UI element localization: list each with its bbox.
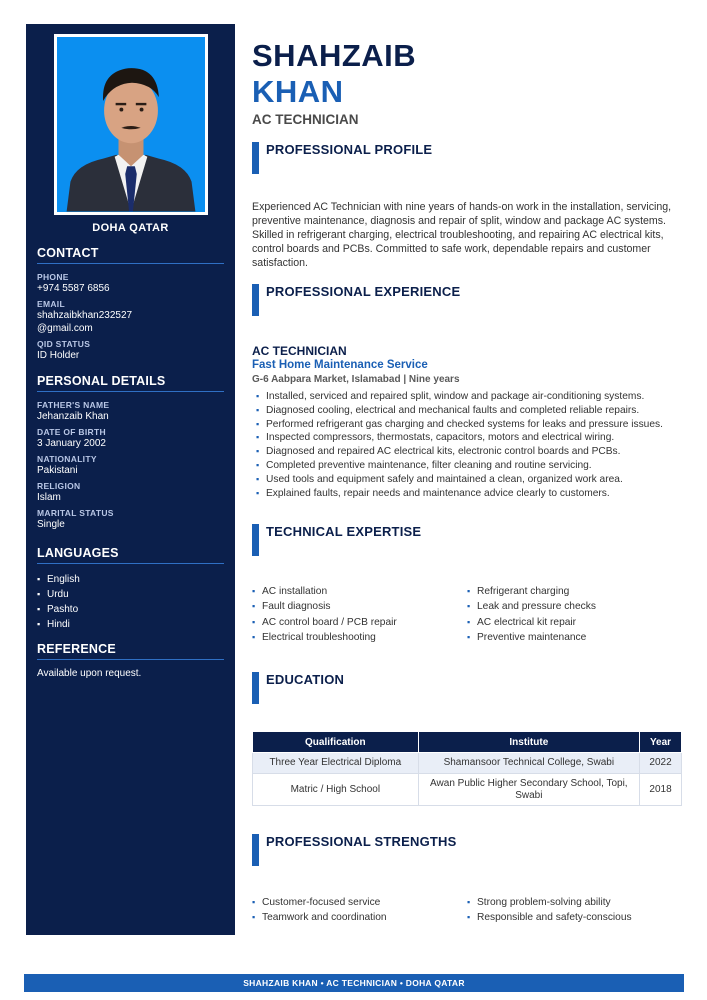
year-column-header: Year: [640, 732, 682, 753]
experience-bullet: ▪ Diagnosed cooling, electrical and mechanical faults and completed reliable repairs.: [256, 404, 682, 418]
table-row: [253, 753, 682, 774]
expertise-item: ▪ Refrigerant charging: [467, 584, 682, 599]
last-name: KHAN: [252, 74, 344, 109]
table-row: [253, 774, 682, 806]
profile-section-header: [252, 142, 432, 174]
strengths-heading: PROFESSIONAL STRENGTHS: [266, 834, 457, 849]
qualification-cell: Matric / High School: [253, 774, 419, 806]
section-accent-bar: [252, 142, 259, 174]
reference-section: [37, 642, 224, 679]
qualification-column-header: Qualification: [253, 732, 419, 753]
institute-column-header: Institute: [418, 732, 639, 753]
dob-label: DATE OF BIRTH: [37, 427, 106, 437]
language-item: ▪ English: [37, 572, 224, 587]
email-value-line1: shahzaibkhan232527: [37, 310, 133, 321]
strengths-column-right: [467, 895, 682, 926]
profile-heading: PROFESSIONAL PROFILE: [266, 142, 433, 157]
expertise-item: ▪ Preventive maintenance: [467, 630, 682, 645]
sidebar: [26, 24, 235, 935]
expertise-item: ▪ AC installation: [252, 584, 467, 599]
nationality-value: Pakistani: [37, 465, 78, 476]
experience-bullet: ▪ Installed, serviced and repaired split, window and package air-conditioning systems.: [256, 390, 682, 404]
education-table-header: [253, 732, 682, 753]
strength-item: ▪ Teamwork and coordination: [252, 910, 467, 925]
father-name-label: FATHER'S NAME: [37, 400, 110, 410]
section-accent-bar: [252, 524, 259, 556]
first-name: SHAHZAIB: [252, 38, 417, 73]
footer-banner: SHAHZAIB KHAN • AC TECHNICIAN • DOHA QATAR: [24, 974, 684, 992]
languages-section: [37, 546, 224, 632]
religion-label: RELIGION: [37, 481, 81, 491]
marital-status-label: MARITAL STATUS: [37, 508, 114, 518]
marital-status-value: Single: [37, 519, 65, 530]
phone-value: +974 5587 6856: [37, 283, 110, 294]
reference-text: Available upon request.: [37, 668, 142, 679]
expertise-item: ▪ AC electrical kit repair: [467, 615, 682, 630]
expertise-heading: TECHNICAL EXPERTISE: [266, 524, 422, 539]
education-table: [252, 731, 682, 806]
job-role: AC TECHNICIAN: [252, 112, 359, 127]
reference-heading: REFERENCE: [37, 642, 224, 660]
strength-item: ▪ Strong problem-solving ability: [467, 895, 682, 910]
language-item: ▪ Pashto: [37, 602, 224, 617]
year-cell: 2022: [640, 753, 682, 774]
strengths-column-left: [252, 895, 467, 926]
expertise-item: ▪ AC control board / PCB repair: [252, 615, 467, 630]
strengths-list: [252, 895, 682, 926]
contact-section: [37, 246, 224, 362]
experience-bullet: ▪ Inspected compressors, thermostats, capacitors, motors and electrical wiring.: [256, 431, 682, 445]
section-accent-bar: [252, 284, 259, 316]
strength-item: ▪ Customer-focused service: [252, 895, 467, 910]
languages-list: [37, 572, 224, 632]
expertise-item: ▪ Leak and pressure checks: [467, 599, 682, 614]
languages-heading: LANGUAGES: [37, 546, 224, 564]
experience-bullet: ▪ Diagnosed and repaired AC electrical kits, electronic control boards and PCBs.: [256, 445, 682, 459]
personal-details-section: [37, 374, 224, 531]
experience-bullet: ▪ Completed preventive maintenance, filter cleaning and routine servicing.: [256, 459, 682, 473]
language-item: ▪ Urdu: [37, 587, 224, 602]
qualification-cell: Three Year Electrical Diploma: [253, 753, 419, 774]
father-name-value: Jehanzaib Khan: [37, 411, 109, 422]
institute-cell: Shamansoor Technical College, Swabi: [418, 753, 639, 774]
qid-value: ID Holder: [37, 350, 80, 361]
profile-photo: [54, 34, 208, 215]
experience-section-header: [252, 284, 460, 316]
portrait-image: [57, 37, 205, 212]
education-heading: EDUCATION: [266, 672, 345, 687]
religion-value: Islam: [37, 492, 61, 503]
experience-bullets: [256, 390, 682, 500]
expertise-list: [252, 584, 682, 646]
job-location-duration: G-6 Aabpara Market, Islamabad | Nine years: [252, 374, 460, 385]
email-label: EMAIL: [37, 299, 65, 309]
experience-heading: PROFESSIONAL EXPERIENCE: [266, 284, 461, 299]
experience-bullet: ▪ Used tools and equipment safely and maintained a clean, organized work area.: [256, 473, 682, 487]
expertise-section-header: [252, 524, 421, 556]
strengths-section-header: [252, 834, 457, 866]
personal-details-heading: PERSONAL DETAILS: [37, 374, 224, 392]
expertise-item: ▪ Electrical troubleshooting: [252, 630, 467, 645]
expertise-column-right: [467, 584, 682, 646]
year-cell: 2018: [640, 774, 682, 806]
email-value-line2: @gmail.com: [37, 323, 93, 334]
expertise-column-left: [252, 584, 467, 646]
nationality-label: NATIONALITY: [37, 454, 97, 464]
dob-value: 3 January 2002: [37, 438, 106, 449]
experience-bullet: ▪ Explained faults, repair needs and maintenance advice clearly to customers.: [256, 487, 682, 501]
experience-bullet: ▪ Performed refrigerant gas charging and checked systems for leaks and pressure issues.: [256, 418, 682, 432]
job-title: AC TECHNICIAN: [252, 344, 347, 358]
education-section-header: [252, 672, 344, 704]
section-accent-bar: [252, 834, 259, 866]
institute-cell: Awan Public Higher Secondary School, Topi, Swabi: [418, 774, 639, 806]
contact-heading: CONTACT: [37, 246, 224, 264]
expertise-item: ▪ Fault diagnosis: [252, 599, 467, 614]
profile-summary: Experienced AC Technician with nine years of hands-on work in the installation, servicing, preventive maintenance, diagnosis and repair of split, window and package AC systems. Skilled in refrigerant charging, electrical troubleshooting, and repairing AC electrical kits, control boards and PCBs. Committed to safe work, dependable repairs and customer satisfaction.: [252, 201, 672, 269]
phone-label: PHONE: [37, 272, 69, 282]
strength-item: ▪ Responsible and safety-conscious: [467, 910, 682, 925]
language-item: ▪ Hindi: [37, 617, 224, 632]
company-name: Fast Home Maintenance Service: [252, 359, 428, 371]
location-label: DOHA QATAR: [92, 222, 169, 234]
section-accent-bar: [252, 672, 259, 704]
qid-label: QID STATUS: [37, 339, 91, 349]
